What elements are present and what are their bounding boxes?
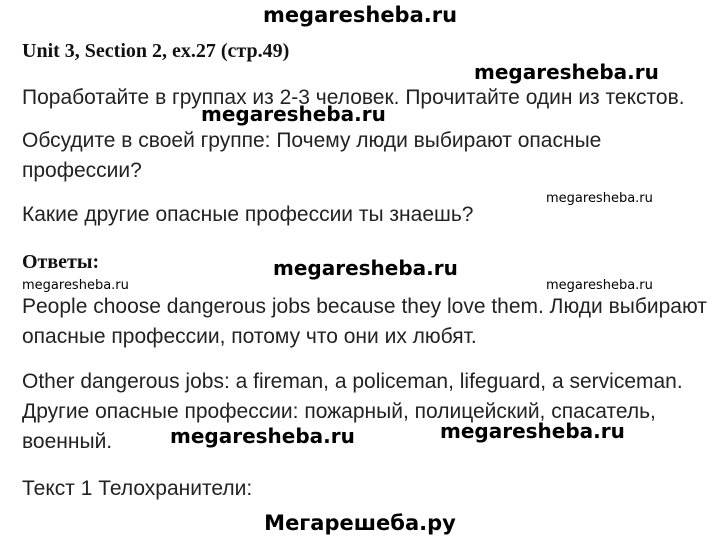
answer-1-line-1: People choose dangerous jobs because they love them. Люди выбирают — [22, 295, 707, 318]
watermark: megaresheba.ru — [201, 102, 386, 126]
watermark: megaresheba.ru — [546, 278, 653, 293]
task-line-4: Какие другие опасные профессии ты знаешь? — [22, 203, 474, 226]
answers-heading: Ответы: — [22, 251, 100, 273]
task-line-2: Обсудите в своей группе: Почему люди выбирают опасные — [22, 129, 602, 152]
answer-2-line-2: Другие опасные профессии: пожарный, полицейский, спасатель, — [22, 400, 656, 423]
footer-watermark: Мегарешеба.ру — [264, 511, 456, 535]
task-line-3: профессии? — [22, 159, 142, 182]
watermark: megaresheba.ru — [170, 424, 355, 448]
text-1-heading: Текст 1 Телохранители: — [22, 477, 253, 500]
header-watermark: megaresheba.ru — [262, 3, 458, 27]
task-line-1: Поработайте в группах из 2-3 человек. Прочитайте один из текстов. — [22, 86, 685, 109]
watermark: megaresheba.ru — [474, 60, 659, 84]
watermark: megaresheba.ru — [22, 278, 129, 293]
watermark: megaresheba.ru — [273, 256, 458, 280]
answer-1-line-2: опасные профессии, потому что они их любят. — [22, 325, 477, 348]
answer-2-line-1: Other dangerous jobs: a fireman, a policeman, lifeguard, a serviceman. — [22, 370, 683, 393]
exercise-title: Unit 3, Section 2, ex.27 (стр.49) — [22, 40, 290, 62]
watermark: megaresheba.ru — [546, 191, 653, 206]
answer-2-line-3: военный. — [22, 430, 113, 453]
watermark: megaresheba.ru — [440, 419, 625, 443]
